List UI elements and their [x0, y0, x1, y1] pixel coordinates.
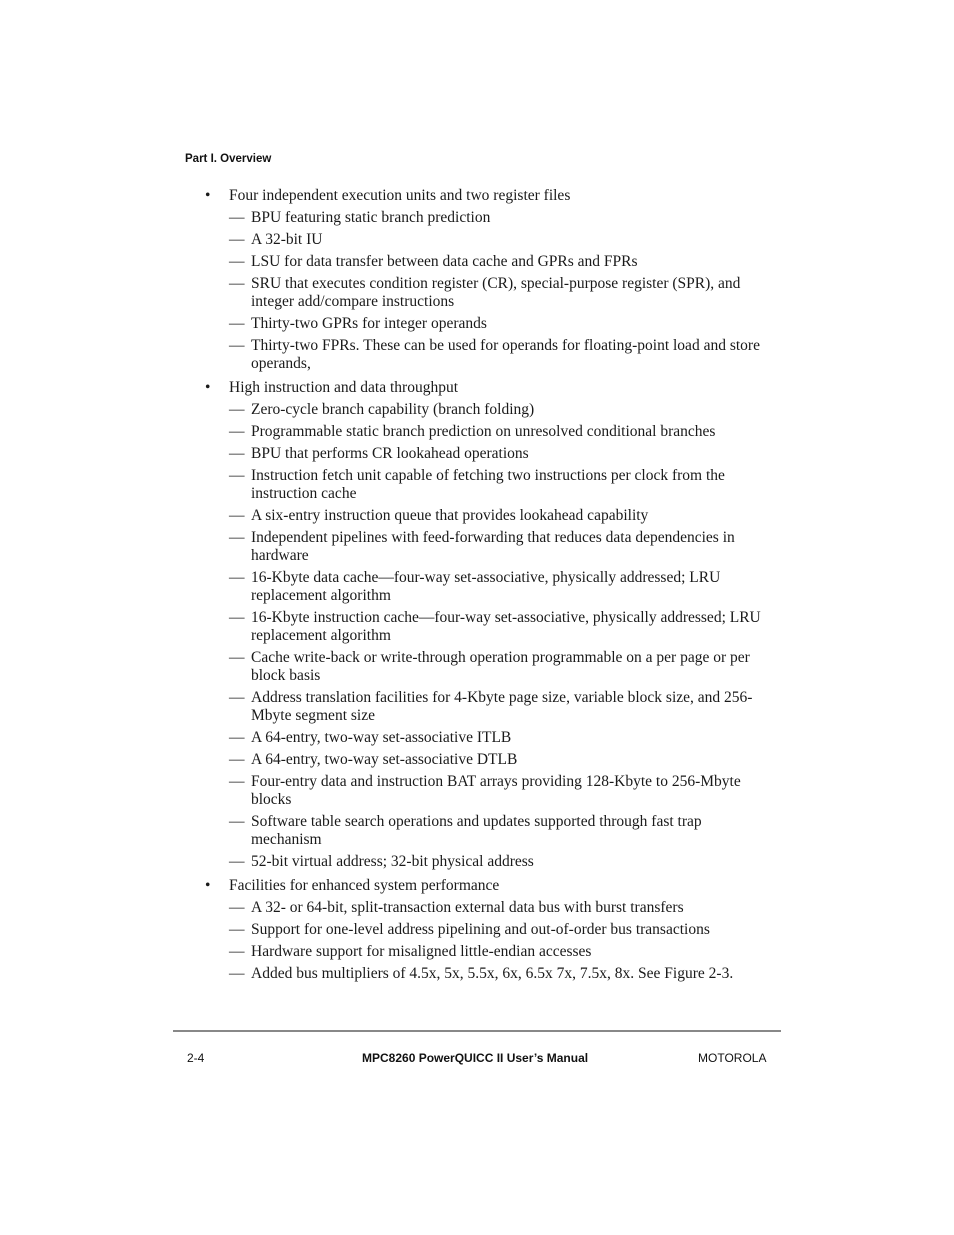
list-item: — A six-entry instruction queue that provides lookahead capability: [229, 507, 649, 524]
dash-icon: —: [229, 315, 245, 332]
list-item: — Programmable static branch prediction on unresolved conditional branches: [229, 423, 716, 440]
publisher-name: MOTOROLA: [698, 1051, 767, 1065]
list-item: — 52-bit virtual address; 32-bit physical address: [229, 853, 534, 870]
dash-icon: —: [229, 423, 245, 440]
list-item: — Support for one-level address pipelining and out-of-order bus transactions: [229, 921, 710, 938]
list-item: — Cache write-back or write-through operation programmable on a per page or per block basis: [229, 649, 750, 684]
list-item: — SRU that executes condition register (CR), special-purpose register (SPR), and integer add/compare instructions: [229, 275, 741, 310]
dash-icon: —: [229, 943, 245, 960]
manual-title: MPC8260 PowerQUICC II User’s Manual: [362, 1051, 589, 1065]
dash-icon: —: [229, 507, 245, 524]
list-item: — Zero-cycle branch capability (branch folding): [229, 401, 535, 418]
list-item: — Instruction fetch unit capable of fetching two instructions per clock from the instruction cache: [229, 467, 725, 502]
section-system-performance: [204, 875, 774, 983]
list-item: — 16-Kbyte data cache—four-way set-associative, physically addressed; LRU replacement algorithm: [229, 569, 721, 604]
dash-icon: —: [229, 445, 245, 462]
dash-icon: —: [229, 337, 245, 354]
list-item: — BPU featuring static branch prediction: [229, 209, 491, 226]
dash-icon: —: [229, 609, 245, 626]
dash-icon: —: [229, 773, 245, 790]
list-item: — BPU that performs CR lookahead operations: [229, 445, 529, 462]
bullet-text: Facilities for enhanced system performance: [229, 877, 500, 894]
section-throughput: [204, 377, 774, 871]
bullet-text: High instruction and data throughput: [229, 379, 459, 396]
list-item: — A 32- or 64-bit, split-transaction external data bus with burst transfers: [229, 899, 684, 916]
dash-icon: —: [229, 467, 245, 484]
list-item: — Thirty-two FPRs. These can be used for operands for floating-point load and store operands,: [229, 337, 760, 372]
dash-icon: —: [229, 729, 245, 746]
list-item: — A 64-entry, two-way set-associative DTLB: [229, 751, 518, 768]
list-item: — Thirty-two GPRs for integer operands: [229, 315, 487, 332]
dash-icon: —: [229, 401, 245, 418]
list-item: — 16-Kbyte instruction cache—four-way set-associative, physically addressed; LRU replacement algorithm: [229, 609, 761, 644]
dash-icon: —: [229, 689, 245, 706]
sub-list: [204, 401, 774, 871]
bullet-item: [204, 377, 774, 401]
dash-icon: —: [229, 853, 245, 870]
page-number: 2-4: [187, 1051, 205, 1065]
running-header: Part I. Overview: [185, 153, 272, 165]
dash-icon: —: [229, 275, 245, 292]
list-item: — Address translation facilities for 4-Kbyte page size, variable block size, and 256-Mbyte segment size: [229, 689, 753, 724]
sub-list: [204, 209, 774, 373]
section-execution-units: [204, 185, 774, 373]
dash-icon: —: [229, 813, 245, 830]
list-item: — Independent pipelines with feed-forwarding that reduces data dependencies in hardware: [229, 529, 735, 564]
bullet-item: [204, 875, 774, 899]
footer-divider: [173, 1030, 781, 1032]
list-item: — A 32-bit IU: [229, 231, 323, 248]
dash-icon: —: [229, 965, 245, 982]
dash-icon: —: [229, 529, 245, 546]
list-item: — Four-entry data and instruction BAT arrays providing 128-Kbyte to 256-Mbyte blocks: [229, 773, 741, 808]
dash-icon: —: [229, 649, 245, 666]
bullet-icon: •: [205, 379, 211, 396]
bullet-icon: •: [205, 187, 211, 204]
dash-icon: —: [229, 209, 245, 226]
bullet-item: [204, 185, 774, 209]
list-item: — Software table search operations and updates supported through fast trap mechanism: [229, 813, 702, 848]
dash-icon: —: [229, 921, 245, 938]
list-item: — LSU for data transfer between data cache and GPRs and FPRs: [229, 253, 638, 270]
dash-icon: —: [229, 253, 245, 270]
sub-list: [204, 899, 774, 983]
bullet-text: Four independent execution units and two register files: [229, 187, 571, 204]
dash-icon: —: [229, 231, 245, 248]
dash-icon: —: [229, 569, 245, 586]
dash-icon: —: [229, 751, 245, 768]
bullet-icon: •: [205, 877, 211, 894]
dash-icon: —: [229, 899, 245, 916]
feature-list: [204, 185, 774, 987]
list-item: — Added bus multipliers of 4.5x, 5x, 5.5x, 6x, 6.5x 7x, 7.5x, 8x. See Figure 2-3.: [229, 965, 734, 982]
list-item: — A 64-entry, two-way set-associative ITLB: [229, 729, 512, 746]
list-item: — Hardware support for misaligned little-endian accesses: [229, 943, 592, 960]
